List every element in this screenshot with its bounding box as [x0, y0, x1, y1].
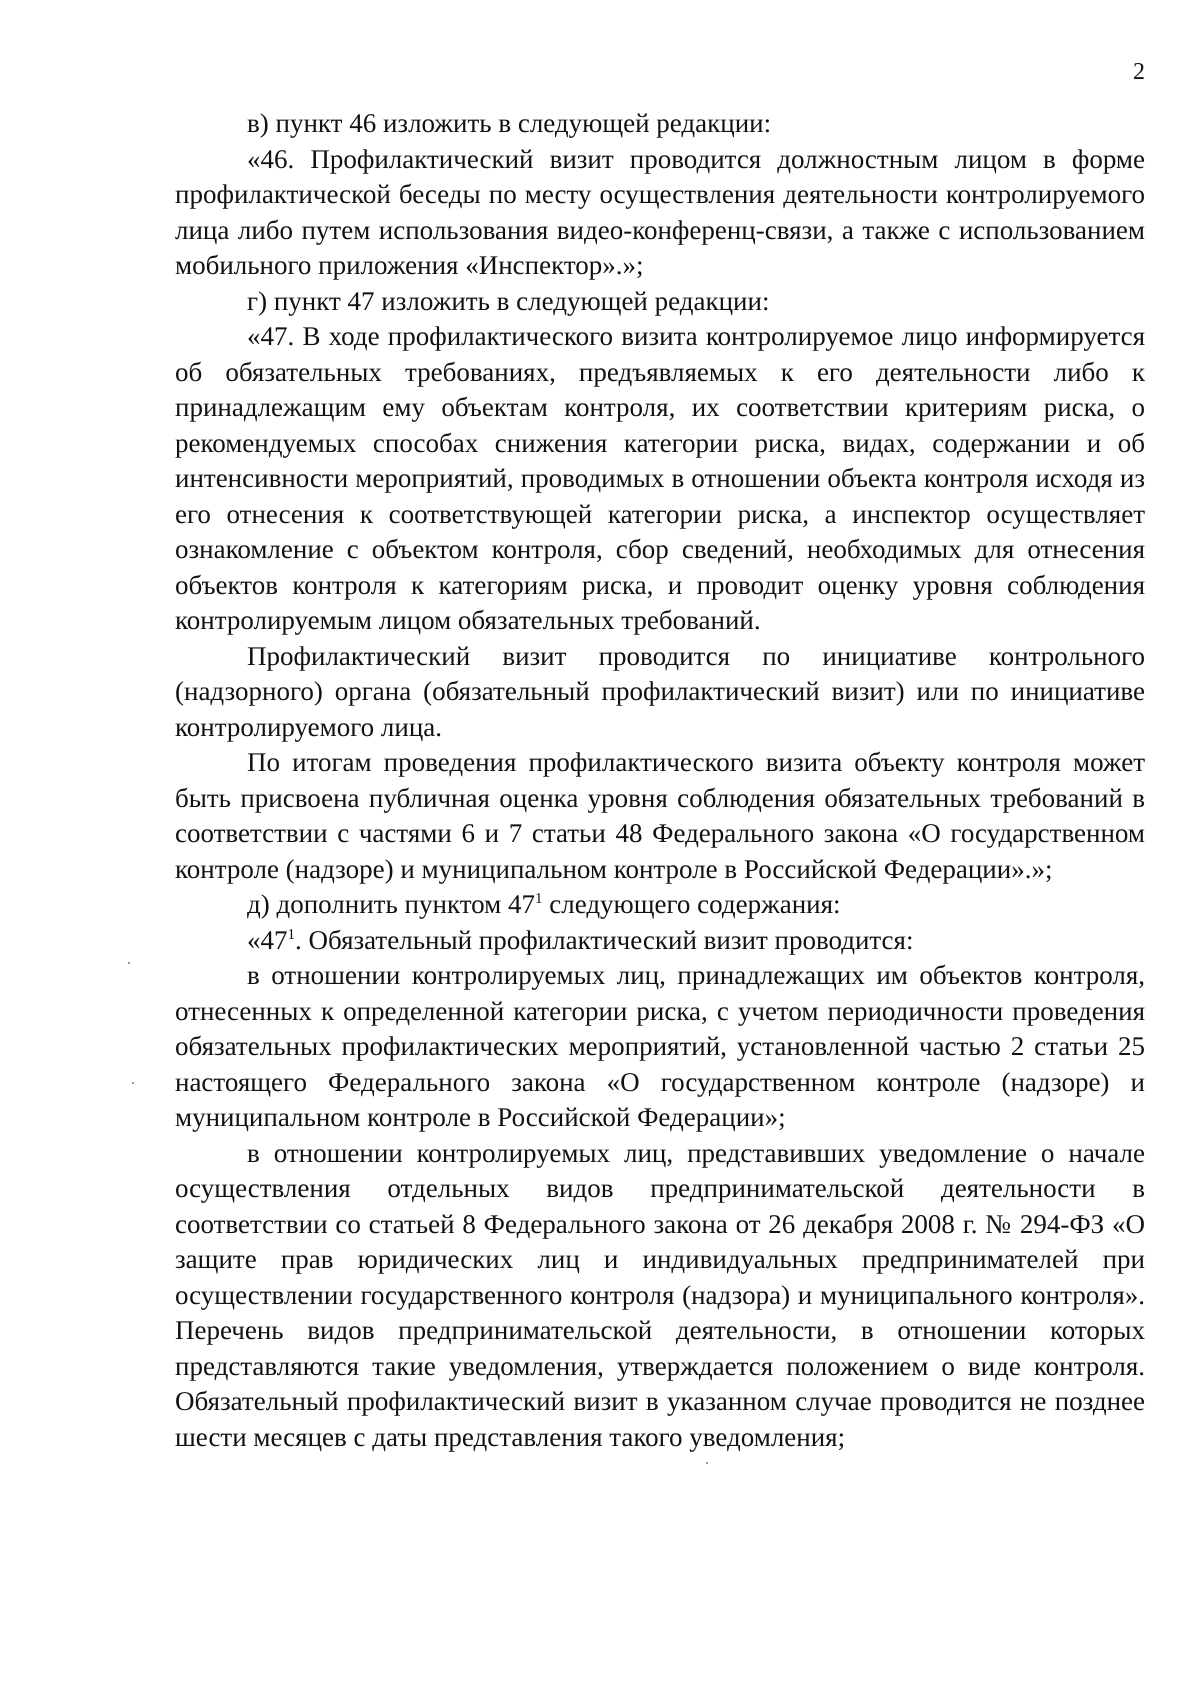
paragraph-visit-initiative: Профилактический визит проводится по инициативе контрольного (надзорного) органа (обязательный профилактический визит) или по инициативе контролируемого лица. — [175, 640, 1145, 742]
paragraph-point-46-text: «46. Профилактический визит проводится должностным лицом в форме профилактической беседы по месту осуществления деятельности контролируемого лица либо путем использования видео-конференц-связи, а также с использованием мобильного приложения «Инспектор».»; — [175, 143, 1145, 280]
paragraph-item-d — [175, 887, 1145, 923]
paragraph-item-v: в) пункт 46 изложить в следующей редакции: — [247, 108, 772, 138]
item-d-text-end: следующего содержания: — [542, 889, 841, 919]
paragraph-point-47-text: «47. В ходе профилактического визита контролируемое лицо информируется об обязательных требованиях, предъявляемых к его деятельности либо к принадлежащим ему объектам контроля, их соответствии критериям риска, о рекомендуемых способах снижения категории риска, видах, содержании и об интенсивности мероприятий, проводимых в отношении объекта контроля исходя из его отнесения к соответствующей категории риска, а инспектор осуществляет ознакомление с объектом контроля, сбор сведений, необходимых для отнесения объектов контроля к категориям риска, и проводит оценку уровня соблюдения контролируемым лицом обязательных требований. — [175, 321, 1145, 635]
paragraph-notification-visit: в отношении контролируемых лиц, представивших уведомление о начале осуществления отдельных видов предпринимательской деятельности в соответствии со статьей 8 Федерального закона от 26 декабря 2008 г. № 294-ФЗ «О защите прав юридических лиц и индивидуальных предпринимателей при осуществлении государственного контроля (надзора) и муниципального контроля». Перечень видов предпринимательской деятельности, в отношении которых представляются такие уведомления, утверждается положением о виде контроля. Обязательный профилактический визит в указанном случае проводится не позднее шести месяцев с даты представления такого уведомления; — [175, 1137, 1145, 1452]
item-d-text-start: д) дополнить пунктом 47 — [247, 889, 535, 919]
document-body — [175, 106, 1145, 1455]
scan-speck — [706, 1462, 708, 1464]
page-number: 2 — [1133, 59, 1145, 85]
point-47-1-superscript: 1 — [287, 926, 295, 943]
paragraph-item-g: г) пункт 47 изложить в следующей редакции: — [247, 285, 770, 316]
paragraph-visit-results: По итогам проведения профилактического визита объекту контроля может быть присвоена публичная оценка уровня соблюдения обязательных требований в соответствии с частями 6 и 7 статьи 48 Федерального закона «О государственном контроле (надзоре) и муниципальном контроле в Российской Федерации».»; — [175, 747, 1145, 884]
item-d-superscript: 1 — [534, 891, 543, 907]
point-47-1-text-end: . Обязательный профилактический визит проводится: — [295, 924, 914, 955]
paragraph-point-47-1-heading — [175, 923, 1145, 959]
scan-speck — [128, 962, 130, 964]
paragraph-risk-category-visit: в отношении контролируемых лиц, принадлежащих им объектов контроля, отнесенных к определенной категории риска, с учетом периодичности проведения обязательных профилактических мероприятий, установленной частью 2 статьи 25 настоящего Федерального закона «О государственном контроле (надзоре) и муниципальном контроле в Российской Федерации»; — [175, 960, 1145, 1132]
point-47-1-text-start: «47 — [247, 924, 288, 955]
scan-speck — [132, 1082, 134, 1084]
